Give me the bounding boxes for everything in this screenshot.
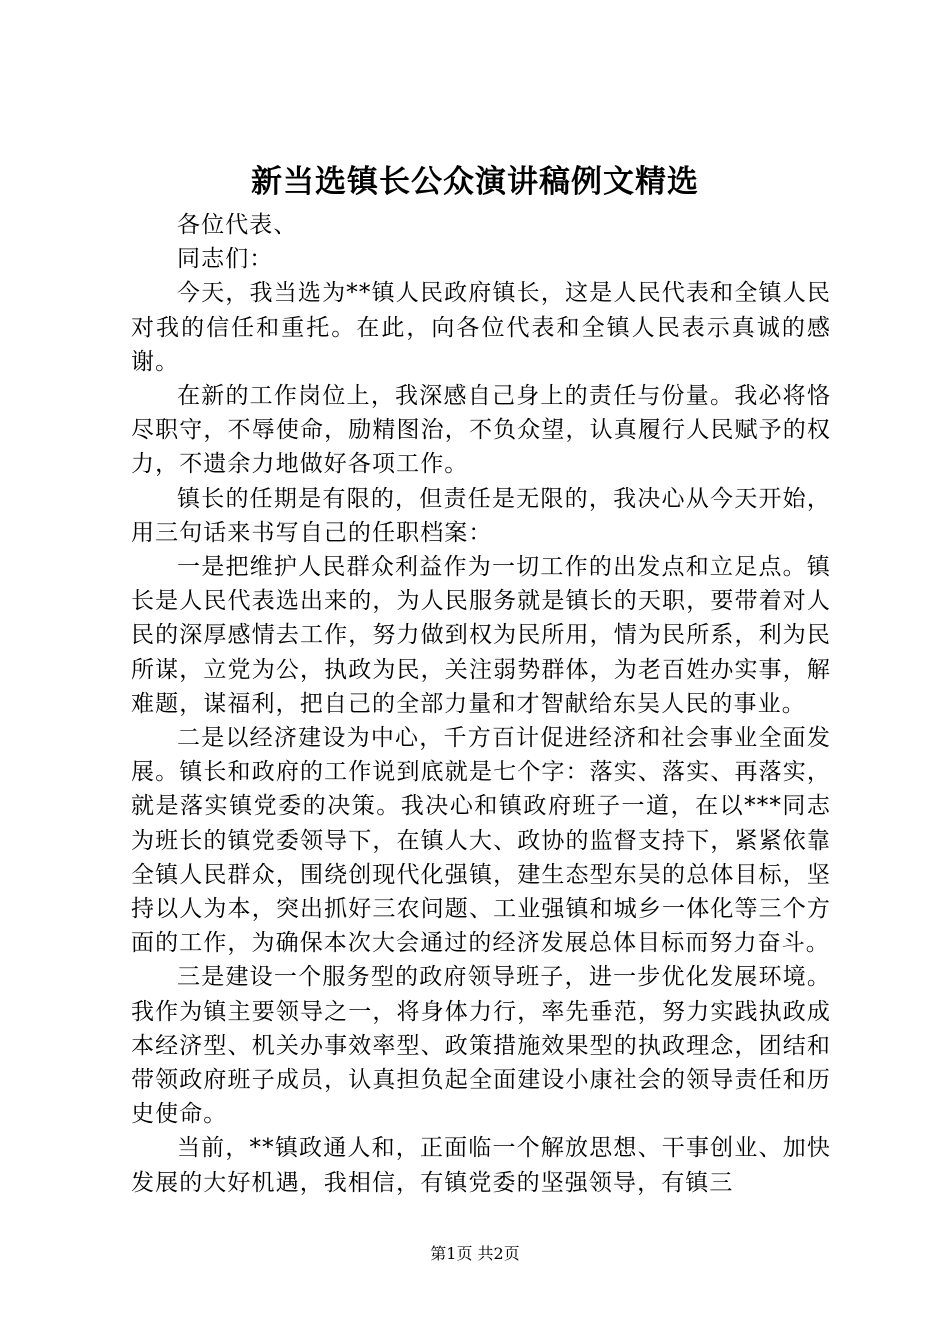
page-footer: 第1页 共2页 bbox=[430, 1244, 520, 1263]
salutation-line-2: 同志们： bbox=[177, 246, 274, 273]
paragraph: 三是建设一个服务型的政府领导班子，进一步优化发展环境。我作为镇主要领导之一，将身体力行，率先垂范，努力实践执政成本经济型、机关办事效率型、政策措施效果型的执政理念，团结和带领政府班子成员，认真担负起全面建设小康社会的领导责任和历史使命。 bbox=[131, 964, 831, 1128]
paragraph: 二是以经济建设为中心，千方百计促进经济和社会事业全面发展。镇长和政府的工作说到底就是七个字：落实、落实、再落实，就是落实镇党委的决策。我决心和镇政府班子一道，在以***同志为班长的镇党委领导下，在镇人大、政协的监督支持下，紧紧依靠全镇人民群众，围绕创现代化强镇，建生态型东吴的总体目标，坚持以人为本，突出抓好三农问题、工业强镇和城乡一体化等三个方面的工作，为确保本次大会通过的经济发展总体目标而努力奋斗。 bbox=[131, 725, 831, 957]
paragraph: 一是把维护人民群众利益作为一切工作的出发点和立足点。镇长是人民代表选出来的，为人民服务就是镇长的天职，要带着对人民的深厚感情去工作，努力做到权为民所用，情为民所系，利为民所谋，立党为公，执政为民，关注弱势群体，为老百姓办实事，解难题，谋福利，把自己的全部力量和才智献给东吴人民的事业。 bbox=[131, 554, 831, 717]
document-body bbox=[131, 208, 831, 1200]
document-title: 新当选镇长公众演讲稿例文精选 bbox=[251, 164, 699, 200]
paragraph: 当前，**镇政通人和，正面临一个解放思想、干事创业、加快发展的大好机遇，我相信，有镇党委的坚强领导，有镇三 bbox=[131, 1135, 831, 1196]
paragraph: 今天，我当选为**镇人民政府镇长，这是人民代表和全镇人民对我的信任和重托。在此，向各位代表和全镇人民表示真诚的感谢。 bbox=[131, 280, 831, 375]
salutation-line-1: 各位代表、 bbox=[177, 212, 298, 238]
paragraph: 镇长的任期是有限的，但责任是无限的，我决心从今天开始，用三句话来书写自己的任职档案： bbox=[131, 485, 831, 546]
paragraph: 在新的工作岗位上，我深感自己身上的责任与份量。我必将恪尽职守，不辱使命，励精图治，不负众望，认真履行人民赋予的权力，不遗余力地做好各项工作。 bbox=[131, 383, 831, 478]
